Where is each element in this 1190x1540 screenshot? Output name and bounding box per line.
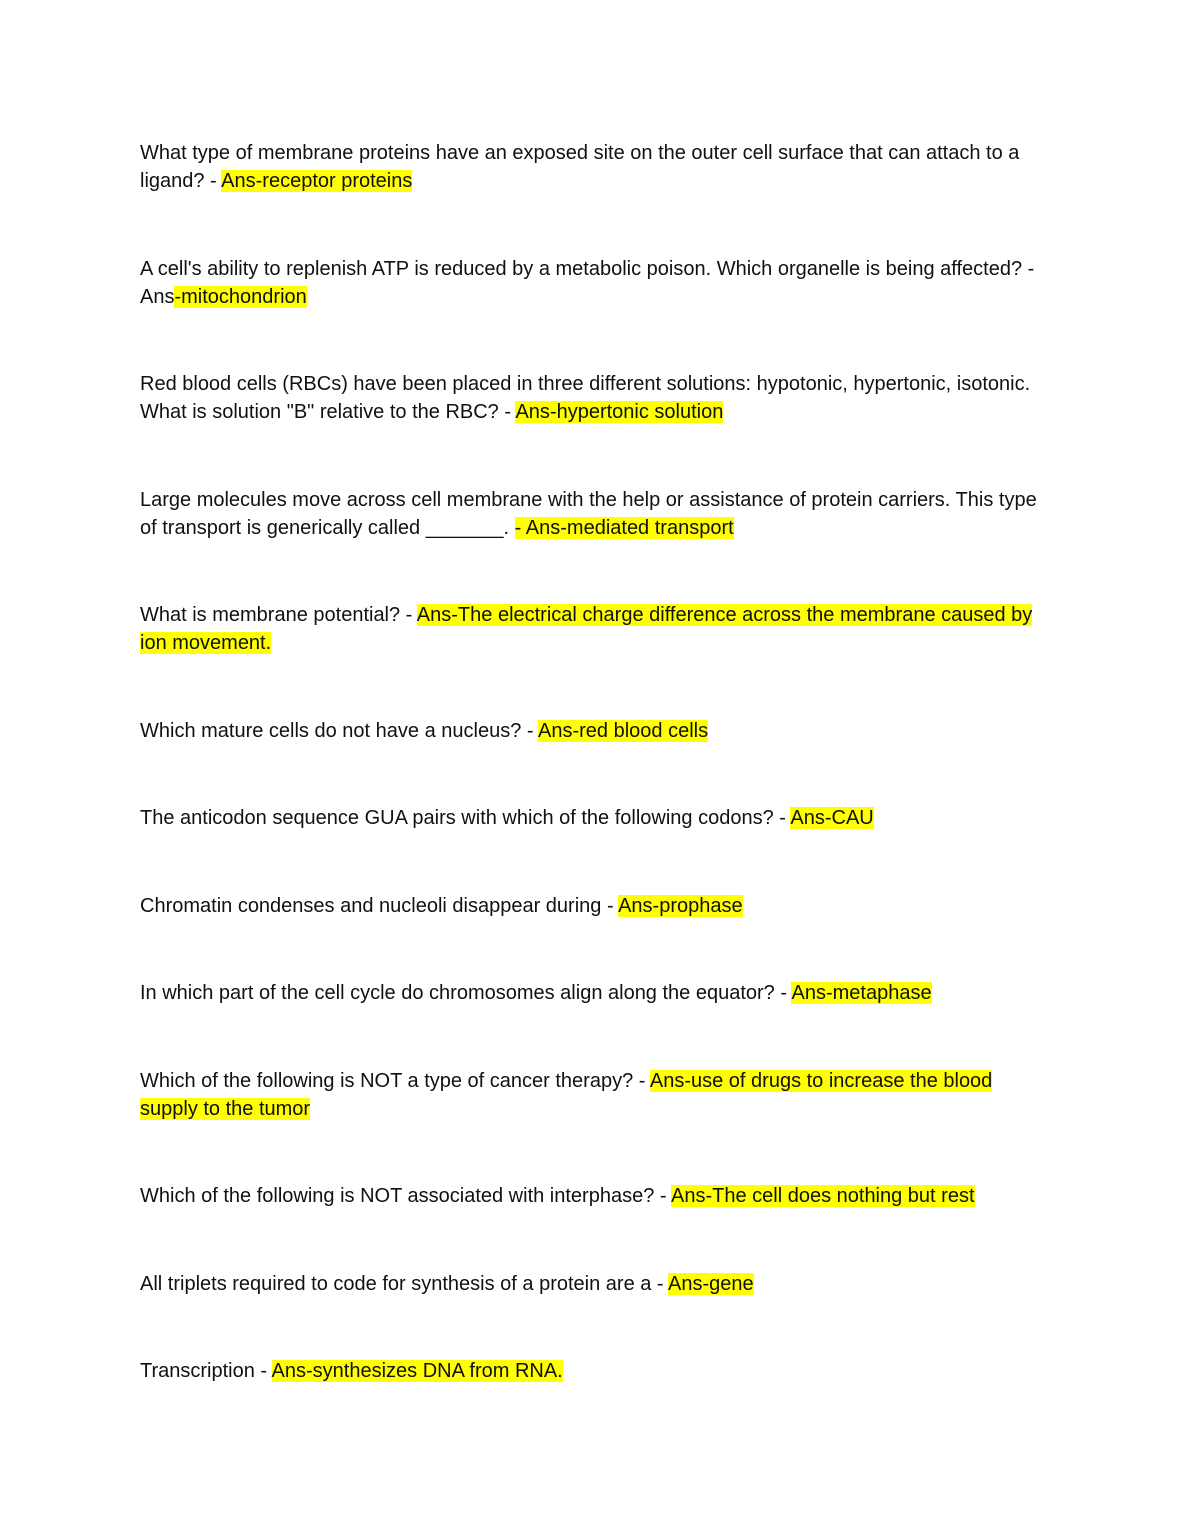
answer-highlight: Ans-hypertonic solution [515,401,724,423]
question-text: All triplets required to code for synthesis of a protein are a - [140,1273,669,1295]
qa-item [140,804,1050,832]
qa-item [140,1270,1050,1298]
qa-item [140,1067,1050,1123]
answer-highlight: Ans-red blood cells [538,720,709,742]
question-text: In which part of the cell cycle do chromosomes align along the equator? - [140,982,792,1004]
question-text: Which mature cells do not have a nucleus? - [140,720,538,742]
qa-item [140,979,1050,1007]
question-text: Which of the following is NOT associated with interphase? - [140,1185,671,1207]
qa-item [140,601,1050,657]
question-text: The anticodon sequence GUA pairs with which of the following codons? - [140,807,791,829]
question-text: A cell's ability to replenish ATP is reduced by a metabolic poison. Which organelle is being affected? - Ans [140,258,1035,308]
qa-item [140,486,1050,542]
answer-highlight: Ans-synthesizes DNA from RNA. [271,1360,563,1382]
question-text: Red blood cells (RBCs) have been placed in three different solutions: hypotonic, hypertonic, isotonic. What is solution "B" relative to the RBC? - [140,373,1031,423]
answer-highlight: Ans-gene [668,1273,754,1295]
answer-highlight: Ans-CAU [790,807,874,829]
answer-highlight: Ans-use of drugs to increase the blood supply to the tumor [140,1070,993,1120]
qa-item [140,717,1050,745]
question-text: Chromatin condenses and nucleoli disappear during - [140,895,619,917]
question-text: Which of the following is NOT a type of cancer therapy? - [140,1070,650,1092]
qa-item [140,1357,1050,1385]
answer-highlight: Ans-prophase [618,895,743,917]
answer-highlight: Ans-The electrical charge difference across the membrane caused by ion movement. [140,604,1033,654]
qa-item [140,139,1050,195]
answer-highlight: - Ans-mediated transport [514,517,734,539]
qa-item [140,255,1050,311]
question-text: Transcription - [140,1360,272,1382]
answer-highlight: Ans-The cell does nothing but rest [671,1185,975,1207]
answer-highlight: -mitochondrion [174,286,307,308]
question-text: Large molecules move across cell membrane with the help or assistance of protein carriers. This type of transport is generically called _______. [140,489,1037,539]
answer-highlight: Ans-metaphase [791,982,932,1004]
question-text: What is membrane potential? - [140,604,417,626]
qa-item [140,892,1050,920]
answer-highlight: Ans-receptor proteins [221,170,413,192]
question-text: What type of membrane proteins have an exposed site on the outer cell surface that can attach to a ligand? - [140,142,1020,192]
qa-item [140,370,1050,426]
qa-item [140,1182,1050,1210]
